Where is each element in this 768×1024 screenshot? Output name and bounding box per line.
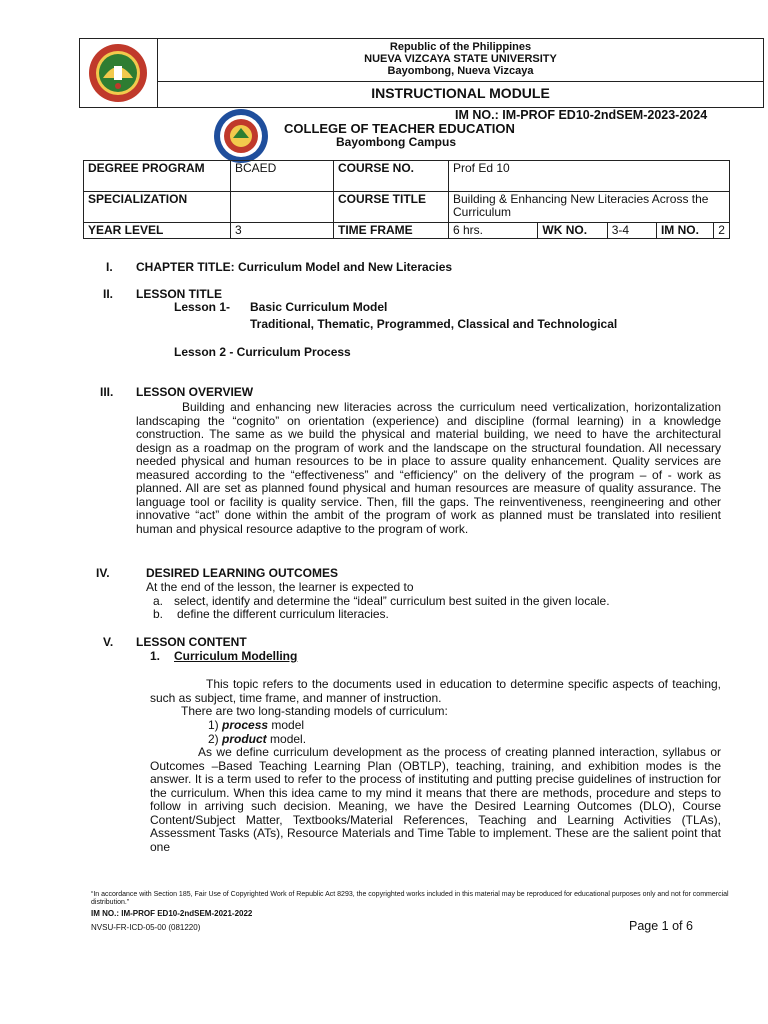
lesson1-title: Basic Curriculum Model <box>250 300 388 314</box>
degree-value: BCAED <box>231 161 334 192</box>
specialization-value <box>231 192 334 223</box>
copyright-footnote: “In accordance with Section 185, Fair Use of Copyrighted Work of Republic Act 8293, the copyrighted works included in this material may be reproduced for educational purposes only and not for commercial distribution.” <box>91 891 729 906</box>
college-name: COLLEGE OF TEACHER EDUCATION <box>284 121 515 136</box>
model-number: 2) <box>208 732 219 746</box>
year-level-value: 3 <box>231 223 334 239</box>
model-item <box>208 719 304 733</box>
outcomes-heading: DESIRED LEARNING OUTCOMES <box>146 566 339 580</box>
lesson-content-heading: LESSON CONTENT <box>136 635 247 649</box>
campus-name: Bayombong Campus <box>336 135 457 149</box>
republic-label: Republic of the Philippines <box>389 41 532 53</box>
section-number: III. <box>100 385 114 399</box>
outcome-a: select, identify and determine the “ideal” curriculum best suited in the given locale. <box>174 594 610 608</box>
outcome-b: define the different curriculum literacies. <box>177 607 389 621</box>
table-row <box>84 161 730 192</box>
section-number: V. <box>103 635 114 649</box>
module-title: INSTRUCTIONAL MODULE <box>371 85 550 101</box>
course-no-value: Prof Ed 10 <box>449 161 730 192</box>
section-number: I. <box>106 260 113 274</box>
section-number: IV. <box>96 566 110 580</box>
lesson-title-heading: LESSON TITLE <box>136 287 223 301</box>
models-intro: There are two long-standing models of curriculum: <box>181 704 448 718</box>
document-header <box>79 38 764 108</box>
lesson1-label: Lesson 1- <box>174 300 231 314</box>
week-no-value: 3-4 <box>607 223 656 239</box>
outcomes-intro: At the end of the lesson, the learner is expected to <box>146 580 414 594</box>
subsection-title: Curriculum Modelling <box>174 649 298 663</box>
lesson1-subtitle: Traditional, Thematic, Programmed, Classical and Technological <box>250 317 618 331</box>
im-no-value: 2 <box>714 223 730 239</box>
im-number: IM NO.: IM-PROF ED10-2ndSEM-2023-2024 <box>455 108 708 122</box>
university-name: NUEVA VIZCAYA STATE UNIVERSITY <box>364 53 557 65</box>
university-logo-cell <box>80 39 158 107</box>
lesson2-title: Lesson 2 - Curriculum Process <box>174 345 351 359</box>
week-no-label: WK NO. <box>538 223 607 239</box>
table-row <box>84 223 730 239</box>
model-name: product <box>222 732 267 746</box>
year-level-label: YEAR LEVEL <box>84 223 231 239</box>
outcome-b-label: b. <box>153 607 164 621</box>
time-frame-label: TIME FRAME <box>334 223 449 239</box>
course-title-label: COURSE TITLE <box>334 192 449 223</box>
outcome-a-label: a. <box>153 594 164 608</box>
model-number: 1) <box>208 718 219 732</box>
form-number: NVSU-FR-ICD-05-00 (081220) <box>91 923 201 932</box>
course-no-label: COURSE NO. <box>334 161 449 192</box>
page-number: Page 1 of 6 <box>629 919 693 933</box>
specialization-label: SPECIALIZATION <box>84 192 231 223</box>
college-seal-icon <box>213 108 269 164</box>
course-title-value: Building & Enhancing New Literacies Across the Curriculum <box>449 192 730 223</box>
chapter-title: CHAPTER TITLE: Curriculum Model and New Literacies <box>136 260 453 274</box>
model-suffix: model. <box>266 732 307 746</box>
course-info-table <box>83 160 730 239</box>
modelling-paragraph: This topic refers to the documents used in education to determine specific aspects of teaching, such as subject, time frame, and manner of instruction. <box>150 677 721 705</box>
development-paragraph: As we define curriculum development as the process of creating planned interaction, syllabus or Outcomes –Based Teaching Learning Plan (OBTLP), teaching, training, and exhibition modes is the answer. It is a term used to refer to the process of instituting and putting precise guidelines of instruction for the curriculum. When this idea came to my mind it means that there are methods, procedure and steps to follow in arriving such decision. Meaning, we have the Desired Learning Outcomes (DLO), Course Content/Subject Matter, Textbooks/Material References, Teaching and Learning Activities (TLAs), Assessment Tasks (ATs), Resource Materials and Time Table to implement. These are the salient point that one <box>150 745 721 854</box>
university-seal-icon <box>87 42 149 104</box>
overview-paragraph: Building and enhancing new literacies across the curriculum need verticalization, horizontalization landscaping the “cognito” on orientation (experience) and discipline (formal learning) in a knowledge construction. The same as we build the physical and material building, we need to have the architectural design as a roadmap on the program of work and the landscape on the structural foundation. All necessary needed physical and human resources to be in place to assure quality enhancement. Quality services are measured according to the “effectiveness” and “efficiency” on the delivery of the program – of - work as planned. All are set as planned found physical and human resources are measure of quality assurance. The language tool or facility is quality service. Then, fill the gaps. The reinventiveness, reengineering and other innovative “act” done within the ambit of the program of work as planned must be translated into resilient human and physical resource adaptive to the program of work. <box>136 400 721 536</box>
lesson-overview-heading: LESSON OVERVIEW <box>136 385 254 399</box>
degree-label: DEGREE PROGRAM <box>84 161 231 192</box>
time-frame-value: 6 hrs. <box>449 223 538 239</box>
im-no-label: IM NO. <box>656 223 713 239</box>
table-row <box>84 192 730 223</box>
header-titles <box>158 39 763 82</box>
model-name: process <box>222 718 269 732</box>
university-location: Bayombong, Nueva Vizcaya <box>387 65 534 77</box>
subsection-number: 1. <box>150 649 161 663</box>
footer-im-number: IM NO.: IM-PROF ED10-2ndSEM-2021-2022 <box>91 909 253 918</box>
model-suffix: model <box>268 718 305 732</box>
section-number: II. <box>103 287 114 301</box>
